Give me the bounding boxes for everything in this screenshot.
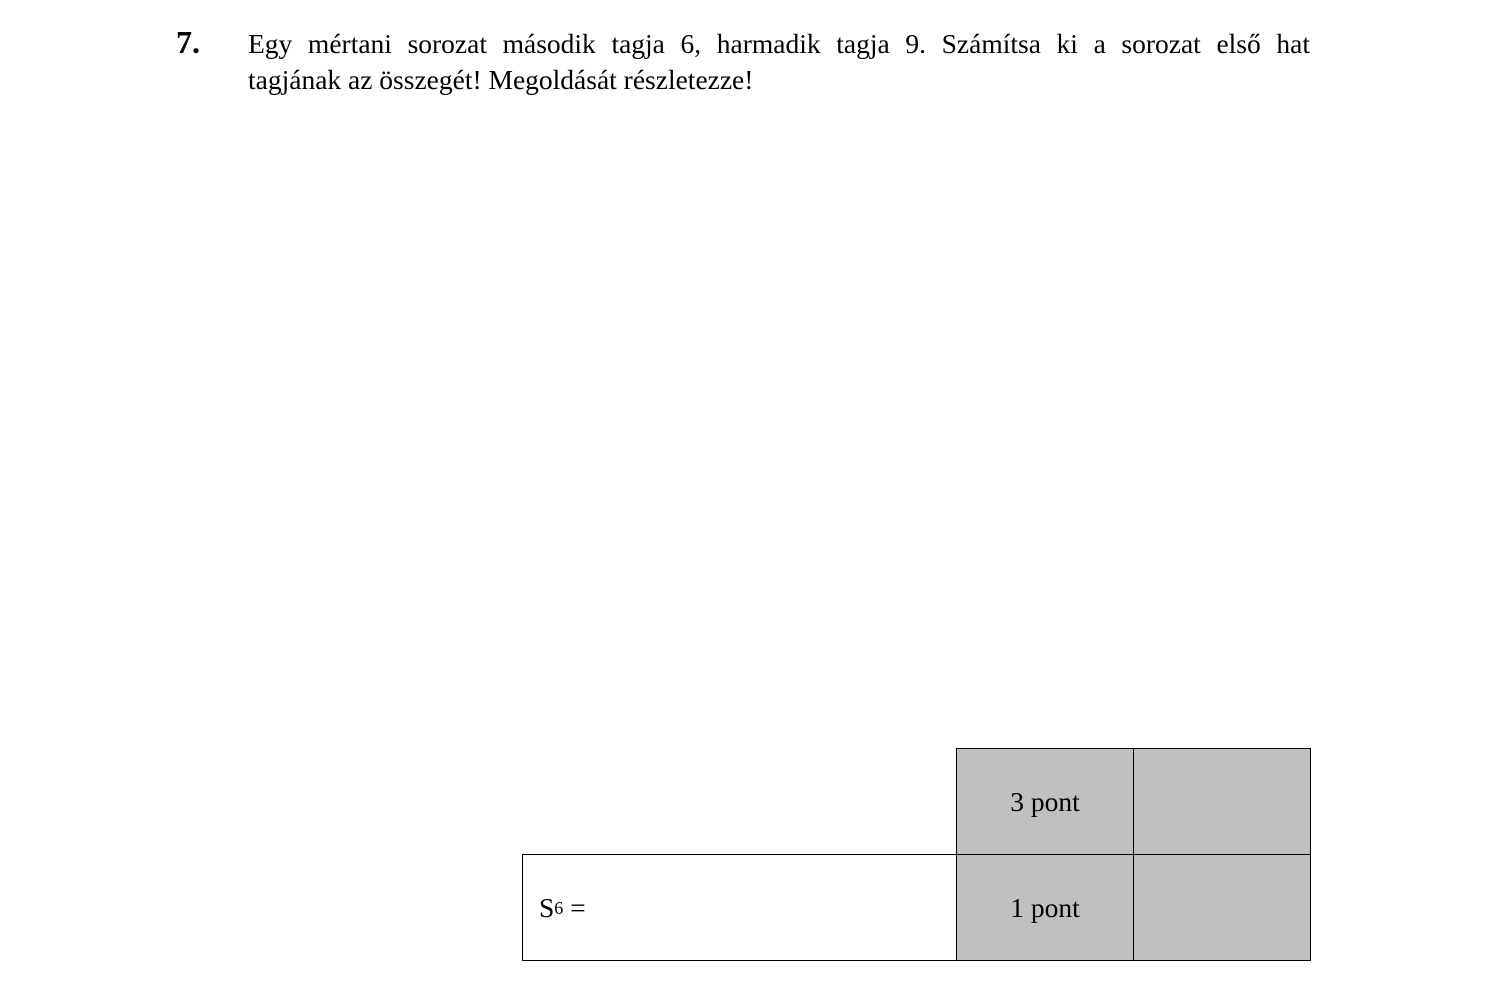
points-cell-row-1 xyxy=(956,748,1134,855)
score-field-row-1[interactable] xyxy=(1133,748,1311,855)
score-field-row-2[interactable] xyxy=(1133,854,1311,961)
points-cell-row-2 xyxy=(956,854,1134,961)
answer-equals: = xyxy=(563,891,586,923)
answer-symbol: S xyxy=(539,891,555,923)
question-number: 7. xyxy=(176,24,200,60)
question-text-line-2: tagjának az összegét! Megoldását részletezze! xyxy=(248,64,754,95)
points-label-row-1: 3 pont xyxy=(1010,785,1080,817)
points-label-row-2: 1 pont xyxy=(1010,891,1080,923)
answer-box[interactable]: S 6 = xyxy=(522,854,957,961)
question-text-line-1: Egy mértani sorozat második tagja 6, harmadik tagja 9. Számítsa ki a sorozat első hat xyxy=(248,28,1310,59)
question-text xyxy=(248,26,1310,98)
